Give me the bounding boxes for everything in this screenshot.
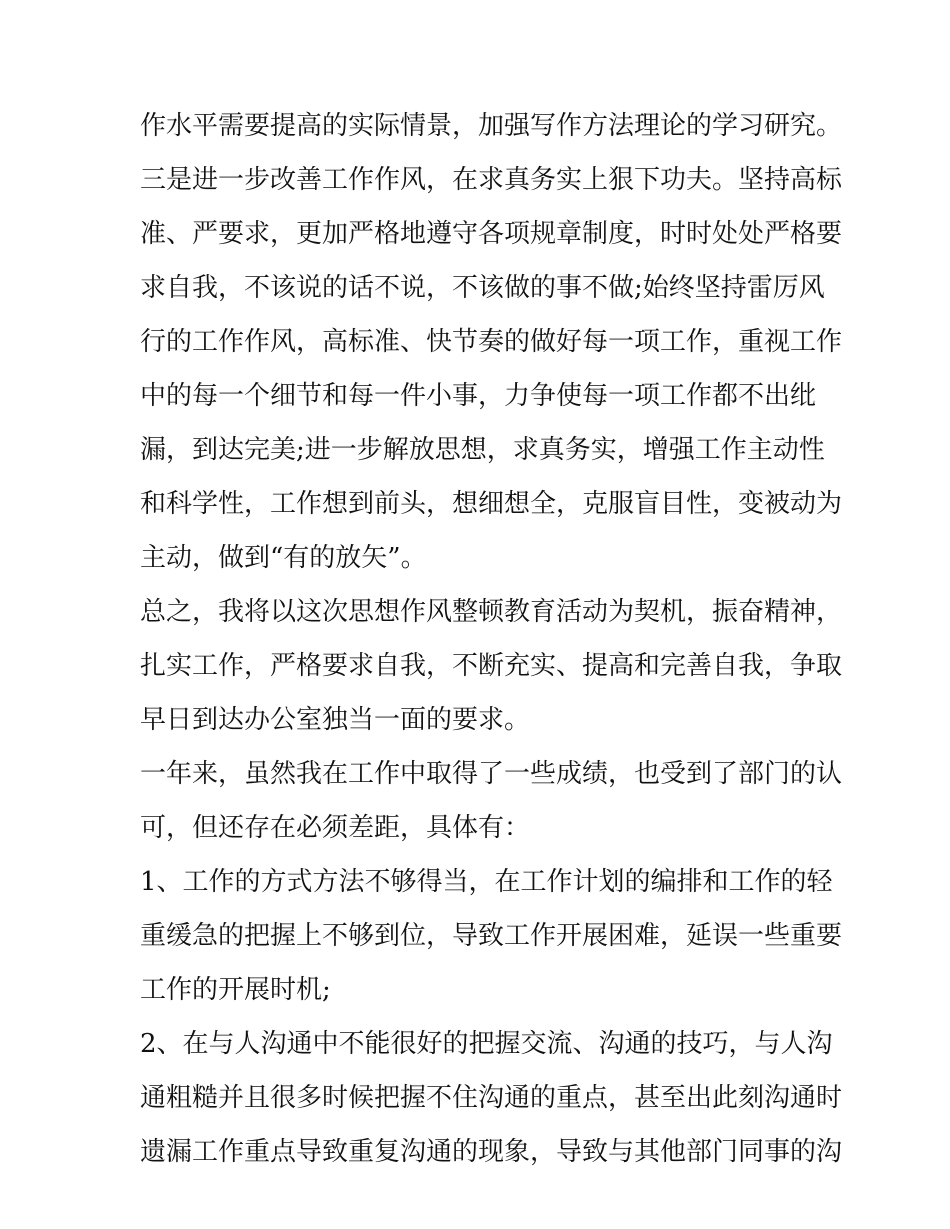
text-line: 漏，到达完美;进一步解放思想，求真务实，增强工作主动性: [140, 435, 825, 465]
text-line: 通粗糙并且很多时候把握不住沟通的重点，甚至出此刻沟通时: [140, 1083, 843, 1113]
text-line: 准、严要求，更加严格地遵守各项规章制度，时时处处严格要: [140, 219, 843, 249]
text-line: 工作的开展时机;: [140, 975, 331, 1005]
text-line: 早日到达办公室独当一面的要求。: [140, 705, 531, 735]
text-line: 重缓急的把握上不够到位，导致工作开展困难，延误一些重要: [140, 921, 843, 951]
text-line: 遗漏工作重点导致重复沟通的现象，导致与其他部门同事的沟: [140, 1137, 843, 1167]
text-line: 作水平需要提高的实际情景，加强写作方法理论的学习研究。: [140, 111, 843, 141]
text-line: 可，但还存在必须差距，具体有：: [140, 813, 531, 843]
text-line: 和科学性，工作想到前头，想细想全，克服盲目性，变被动为: [140, 489, 843, 519]
text-line: 1、工作的方式方法不够得当，在工作计划的编排和工作的轻: [140, 867, 833, 897]
text-line: 中的每一个细节和每一件小事，力争使每一项工作都不出纰: [140, 381, 817, 411]
text-line: 总之，我将以这次思想作风整顿教育活动为契机，振奋精神，: [140, 597, 843, 627]
text-line: 行的工作作风，高标准、快节奏的做好每一项工作，重视工作: [140, 327, 843, 357]
text-line: 扎实工作，严格要求自我，不断充实、提高和完善自我，争取: [140, 651, 843, 681]
text-line: 2、在与人沟通中不能很好的把握交流、沟通的技巧，与人沟: [140, 1029, 833, 1059]
text-line: 一年来，虽然我在工作中取得了一些成绩，也受到了部门的认: [140, 759, 843, 789]
text-line: 主动，做到“有的放矢”。: [140, 543, 427, 573]
text-line: 求自我，不该说的话不说，不该做的事不做;始终坚持雷厉风: [140, 273, 825, 303]
text-line: 三是进一步改善工作作风，在求真务实上狠下功夫。坚持高标: [140, 165, 843, 195]
